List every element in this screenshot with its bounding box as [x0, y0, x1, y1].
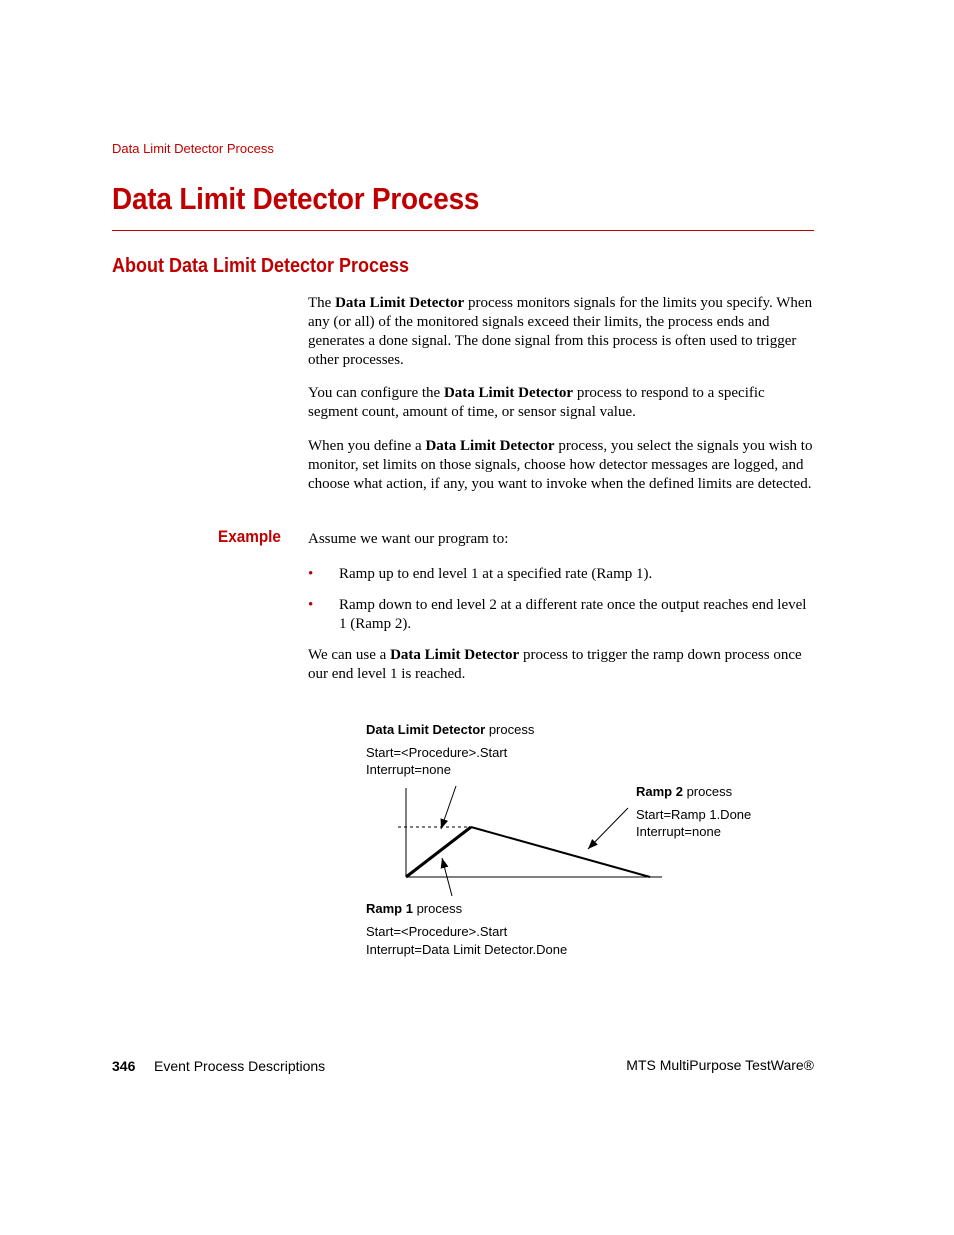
ramp-1-start-label: Start=<Procedure>.Start [366, 924, 508, 939]
paragraph-intro: The Data Limit Detector process monitors signals for the limits you specify. When any (or all) of the monitored signals exceed their limits, the process ends and generates a done signal. The done signal from this process is often used to trigger other processes. [308, 295, 813, 368]
ramp-1-process-label: Ramp 1 process [366, 901, 463, 916]
example-label: Example [218, 527, 281, 546]
section-heading: About Data Limit Detector Process [112, 255, 410, 277]
page-title: Data Limit Detector Process [112, 181, 480, 216]
term-bold: Data Limit Detector [390, 647, 520, 663]
ramp-2-interrupt-label: Interrupt=none [636, 824, 721, 839]
ramp-1-interrupt-label: Interrupt=Data Limit Detector.Done [366, 942, 568, 957]
dld-interrupt-label: Interrupt=none [366, 762, 451, 777]
footer-product: MTS MultiPurpose TestWare® [626, 1057, 814, 1073]
bullet-marker: • [308, 597, 314, 613]
term-bold: Data Limit Detector [443, 385, 574, 401]
paragraph-define: When you define a Data Limit Detector process, you select the signals you wish to monitor, set limits on those signals, choose how detector messages are logged, and choose what action, if any, you want to invoke when the defined limits are detected. [308, 438, 813, 492]
list-item-text: Ramp down to end level 2 at a different rate once the output reaches end level 1 (Ramp 2). [339, 597, 807, 632]
ramp-2-arrow [588, 808, 628, 849]
footer-section: Event Process Descriptions [154, 1058, 326, 1074]
term-bold: Data Limit Detector [425, 438, 555, 454]
bullet-marker: • [308, 566, 314, 582]
ramp-2-start-label: Start=Ramp 1.Done [636, 807, 752, 822]
paragraph-conclusion: We can use a Data Limit Detector process to trigger the ramp down process once our end level 1 is reached. [308, 647, 802, 682]
term-bold: Data Limit Detector [335, 295, 465, 311]
page-number: 346 [112, 1058, 136, 1074]
dld-process-label: Data Limit Detector process [366, 722, 535, 737]
list-item-text: Ramp up to end level 1 at a specified rate (Ramp 1). [339, 566, 653, 582]
dld-arrow [441, 786, 456, 829]
ramp-1-line [406, 827, 471, 877]
ramp-2-process-label: Ramp 2 process [636, 784, 733, 799]
running-head: Data Limit Detector Process [112, 141, 274, 156]
ramp-2-line [471, 827, 650, 877]
paragraph-configure: You can configure the Data Limit Detector process to respond to a specific segment count, amount of time, or sensor signal value. [308, 385, 765, 420]
paragraph-assume: Assume we want our program to: [308, 531, 509, 547]
dld-start-label: Start=<Procedure>.Start [366, 745, 508, 760]
